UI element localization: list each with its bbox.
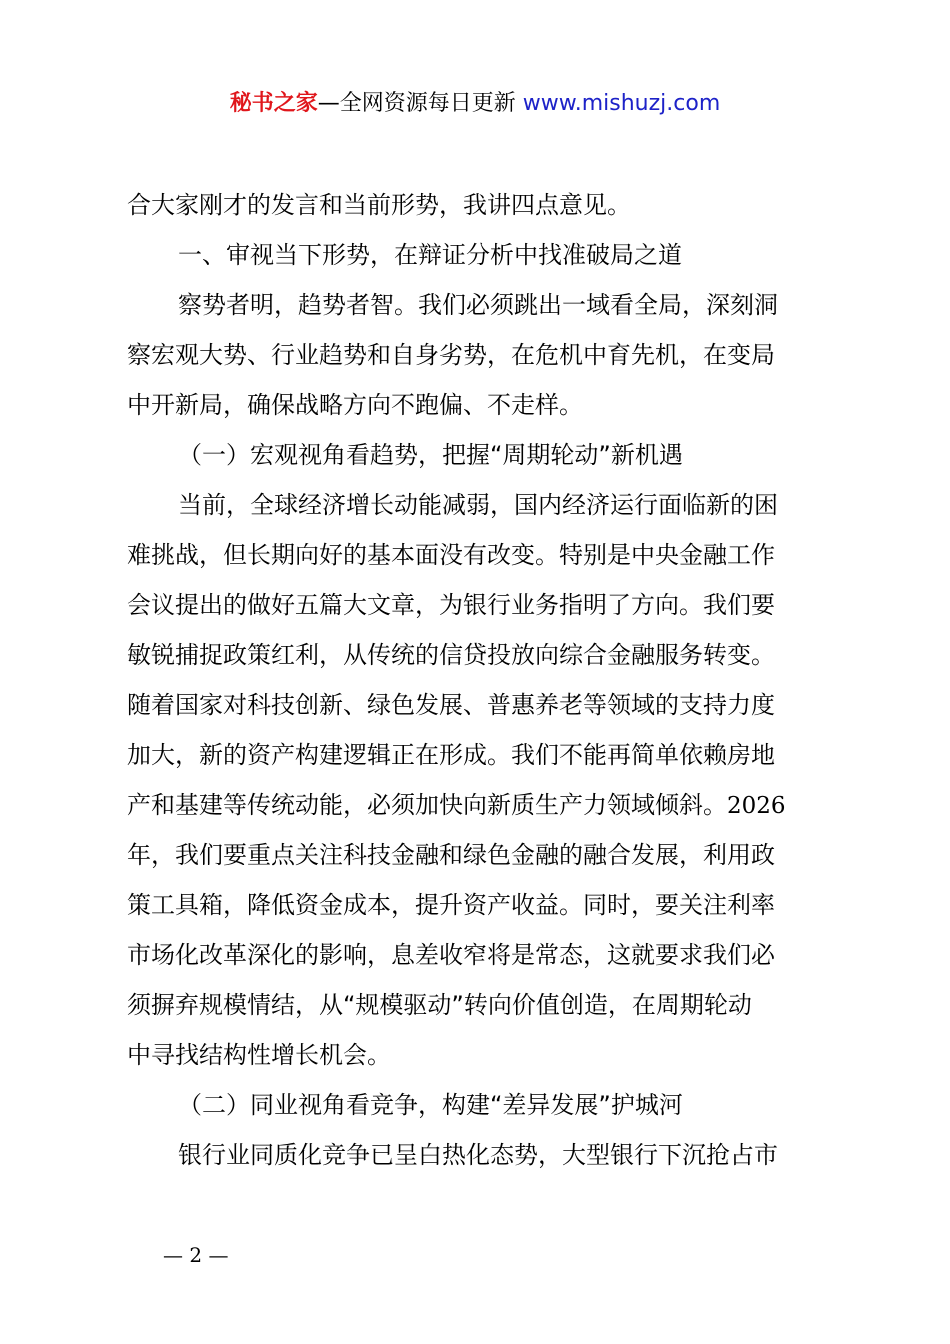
paragraph-line: 敏锐捕捉政策红利，从传统的信贷投放向综合金融服务转变。 (127, 641, 775, 669)
paragraph-line: 银行业同质化竞争已呈白热化态势，大型银行下沉抢占市 (178, 1141, 778, 1169)
brand-name: 秘书之家 (229, 91, 318, 116)
paragraph-line-text: 产和基建等传统动能，必须加快向新质生产力领域倾斜。 (127, 791, 727, 819)
paragraph-line: 察势者明，趋势者智。我们必须跳出一域看全局，深刻洞 (178, 291, 778, 319)
document-body (127, 180, 832, 1180)
site-header (0, 88, 950, 120)
section-heading: 一、审视当下形势，在辩证分析中找准破局之道 (178, 241, 682, 269)
paragraph-line: 须摒弃规模情结，从“规模驱动”转向价值创造，在周期轮动 (127, 991, 752, 1019)
subsection-heading: （二）同业视角看竞争，构建“差异发展”护城河 (178, 1091, 683, 1119)
paragraph-line: 合大家刚才的发言和当前形势，我讲四点意见。 (127, 191, 631, 219)
paragraph-line: 难挑战，但长期向好的基本面没有改变。特别是中央金融工作 (127, 541, 775, 569)
paragraph-line: 策工具箱，降低资金成本，提升资产收益。同时，要关注利率 (127, 891, 775, 919)
year-number: 2026 (727, 793, 786, 819)
site-url-link[interactable]: www.mishuzj.com (522, 91, 721, 116)
page-number: — 2 — (163, 1243, 229, 1267)
paragraph-line (127, 780, 832, 830)
header-tagline: —全网资源每日更新 (317, 91, 523, 116)
subsection-heading: （一）宏观视角看趋势，把握“周期轮动”新机遇 (178, 441, 683, 469)
paragraph-line: 市场化改革深化的影响，息差收窄将是常态，这就要求我们必 (127, 941, 775, 969)
paragraph-line: 加大，新的资产构建逻辑正在形成。我们不能再简单依赖房地 (127, 741, 775, 769)
paragraph-line: 中寻找结构性增长机会。 (127, 1041, 391, 1069)
paragraph-line: 随着国家对科技创新、绿色发展、普惠养老等领域的支持力度 (127, 691, 775, 719)
paragraph-line: 察宏观大势、行业趋势和自身劣势，在危机中育先机，在变局 (127, 341, 775, 369)
paragraph-line: 会议提出的做好五篇大文章，为银行业务指明了方向。我们要 (127, 591, 775, 619)
paragraph-line: 年，我们要重点关注科技金融和绿色金融的融合发展，利用政 (127, 841, 775, 869)
paragraph-line: 中开新局，确保战略方向不跑偏、不走样。 (127, 391, 583, 419)
paragraph-line: 当前，全球经济增长动能减弱，国内经济运行面临新的困 (178, 491, 778, 519)
